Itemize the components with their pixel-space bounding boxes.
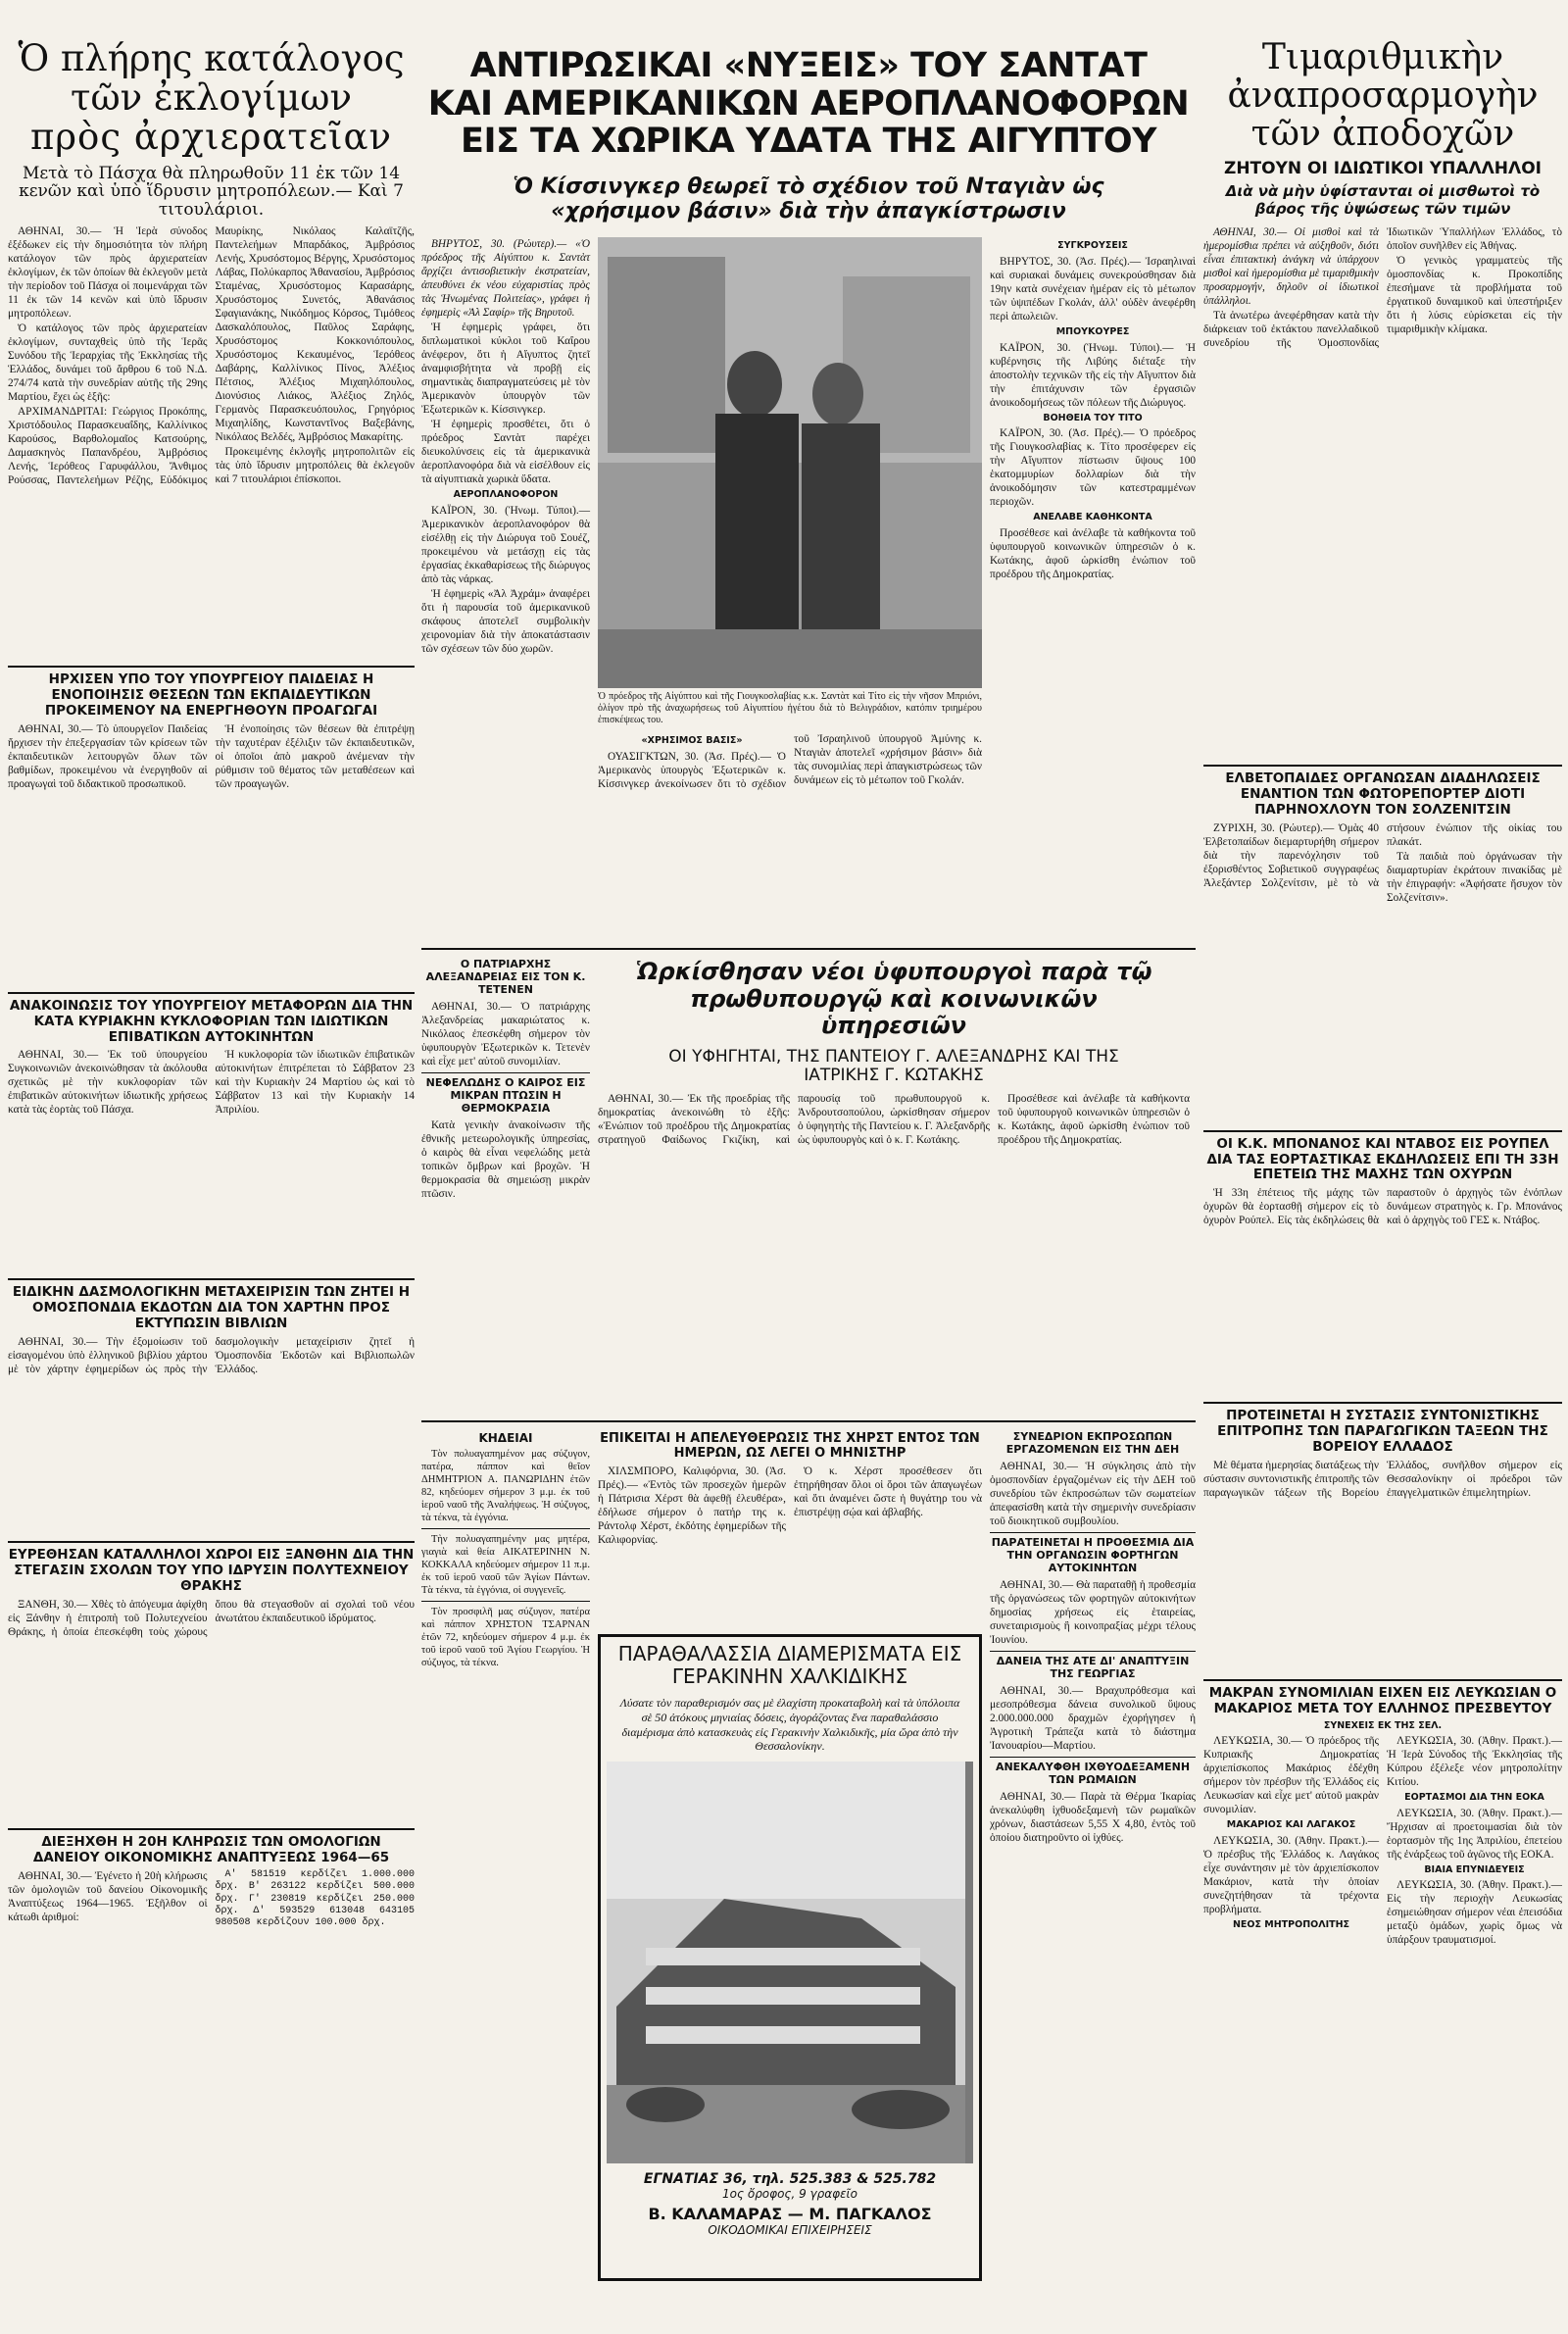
paragraph: ΑΘΗΝΑΙ, 30.— Ὁ πατριάρχης Ἀλεξανδρείας μακαριώτατος κ. Νικόλαος ἐπεσκέφθη σήμερον τὸν ὑφυπουργὸν Ἐξωτερικῶν κ. Τετενὲν καὶ εἶχε μετ' αὐτοῦ συνομιλίαν. xyxy=(421,1001,590,1068)
article-headline: Ὡρκίσθησαν νέοι ὑφυπουργοὶ παρὰ τῷ πρωθυπουργῷ καὶ κοινωνικῶν ὑπηρεσιῶν xyxy=(635,958,1152,1040)
paragraph: ΧΙΛΣΜΠΟΡΟ, Καλιφόρνια, 30. (Ἀσ. Πρές).— «Ἐντὸς τῶν προσεχῶν ἡμερῶν ἡ Πάτρισια Χέρστ θὰ ἀφεθῇ ἐλευθέρα», ἐδήλωσε σήμερον ὁ πατήρ της κ. Ράντολφ Χέρστ, ἐκδότης ἐφημερίδων τῆς Καλιφορνίας. xyxy=(598,1465,786,1546)
section-label: ΣΥΓΚΡΟΥΣΕΙΣ xyxy=(1057,240,1128,252)
headline-line: ΑΝΤΙΡΩΣΙΚΑΙ «ΝΥΞΕΙΣ» ΤΟΥ ΣΑΝΤΑΤ xyxy=(469,46,1148,85)
article-headline: ΕΥΡΕΘΗΣΑΝ ΚΑΤΑΛΛΗΛΟΙ ΧΩΡΟΙ ΕΙΣ ΞΑΝΘΗΝ ΔΙΑ ΤΗΝ ΣΤΕΓΑΣΙΝ ΣΧΟΛΩΝ ΤΟΥ ΥΠΟ ΙΔΡΥΣΙΝ ΠΟΛΥΤΕΧΝΕΙΟΥ ΘΡΑΚΗΣ xyxy=(8,1547,415,1595)
article-body xyxy=(8,722,415,987)
subheadline-italic: Διὰ νὰ μὴν ὑφίστανται οἱ μισθωτοὶ τὸ βάρος τῆς ὑψώσεως τῶν τιμῶν xyxy=(1225,182,1541,218)
paragraph: ΑΘΗΝΑΙ, 30.— Τὴν ἐξομοίωσιν τοῦ εἰσαγομένου ὑπὸ ἑλληνικοῦ βιβλίου χάρτου μὲ τὸν χάρτην ἐφημερίδων ὡς πρὸς τὴν δασμολογικὴν μεταχείρισιν ζητεῖ ἡ Ὁμοσπονδία Ἐκδοτῶν καὶ Βιβλιοπωλῶν Ἑλλάδος. xyxy=(8,1336,415,1376)
ad-building-image xyxy=(607,1762,973,2163)
ad-floor: 1ος ὄροφος, 9 γραφεῖο xyxy=(722,2187,858,2202)
photo-image xyxy=(598,237,982,688)
main-headline xyxy=(421,47,1196,161)
article-headline: ΣΥΝΕΔΡΙΟΝ ΕΚΠΡΟΣΩΠΩΝ ΕΡΓΑΖΟΜΕΝΩΝ ΕΙΣ ΤΗΝ ΔΕΗ xyxy=(1005,1430,1180,1457)
section-label: ΝΕΟΣ ΜΗΤΡΟΠΟΛΙΤΗΣ xyxy=(1232,1918,1350,1930)
article-headline: ΑΝΕΚΑΛΥΦΘΗ ΙΧΘΥΟΔΕΞΑΜΕΝΗ ΤΩΝ ΡΩΜΑΙΩΝ xyxy=(995,1760,1191,1786)
paragraph: ΒΗΡΥΤΟΣ, 30. (Ἀσ. Πρές).— Ἰσραηλιναὶ καὶ συριακαὶ δυνάμεις συνεκρούσθησαν διὰ 19ην κατὰ συνέχειαν ἡμέραν εἰς τὸ μέτωπον τῶν ὑψιπέδων Γκολάν, ἀλλ' οὐδὲν ἀνεφέρθη περὶ ἀπωλειῶν. xyxy=(990,255,1196,323)
divider xyxy=(1203,1679,1562,1681)
article-body xyxy=(8,1869,415,2016)
article-headline: ΠΑΡΑΤΕΙΝΕΤΑΙ Η ΠΡΟΘΕΣΜΙΑ ΔΙΑ ΤΗΝ ΟΡΓΑΝΩΣΙΝ ΦΟΡΤΗΓΩΝ ΑΥΤΟΚΙΝΗΤΩΝ xyxy=(991,1536,1195,1574)
paragraph: ΑΘΗΝΑΙ, 30.— Παρὰ τὰ Θέρμα Ἰκαρίας ἀνεκαλύφθη ἰχθυοδεξαμενὴ τῶν ρωμαϊκῶν χρόνων, διαστάσεων 5,55 Χ 4,80, ἐντὸς τοῦ ὁποίου διατηροῦντο οἱ ἰχθύες. xyxy=(990,1790,1196,1844)
paragraph: Ὁ γενικὸς γραμματεὺς τῆς ὁμοσπονδίας κ. Προκοπίδης ἐπεσήμανε τὰ προβλήματα τοῦ ἐργατικοῦ δυναμικοῦ καὶ ὑπεστήριξεν ὅτι ἡ λύσις εὑρίσκεται εἰς τὴν τιμαριθμικὴν κλίμακα. xyxy=(1387,254,1562,335)
divider xyxy=(8,1828,415,1830)
paragraph: ΑΘΗΝΑΙ, 30.— Ἡ σύγκλησις ἀπὸ τὴν ὁμοσπονδίαν ἐργαζομένων εἰς τὴν ΔΕΗ τοῦ συνεδρίου τῶν ἐκπροσώπων τῶν σωματείων ἀπεφασίσθη κατὰ τὴν σημερινὴν συνεδρίασιν τοῦ διοικητικοῦ συμβουλίου. xyxy=(990,1461,1196,1528)
divider xyxy=(1203,1130,1562,1132)
paragraph: ΑΘΗΝΑΙ, 30.— Ἐκ τῆς προεδρίας τῆς δημοκρατίας ἀνεκοινώθη τὸ ἑξῆς: «Ἐνώπιον τοῦ προέδρου τῆς Δημοκρατίας στρατηγοῦ Φαίδωνος Γκιζίκη, καὶ παρουσίᾳ τοῦ πρωθυπουργοῦ κ. Ἀνδρουτσοπούλου, ὡρκίσθησαν σήμερον ὁ ὑφηγητὴς τῆς Παντείου κ. Γ. Ἀλεξανδρῆς ὡς ὑφυπουργὸς καὶ ὁ κ. Γ. Κωτάκης. xyxy=(598,1093,990,1147)
paragraph: ΛΕΥΚΩΣΙΑ, 30. (Ἀθην. Πρακτ.).— Εἰς τὴν περιοχὴν Λευκωσίας ἐσημειώθησαν σήμερον νέαι ἐπεισόδια μεταξὺ ὁμάδων, χωρὶς ὅμως νὰ ὑπάρξουν τραυματισμοί. xyxy=(1387,1879,1562,1947)
paragraph: ΑΘΗΝΑΙ, 30.— Ἐκ τοῦ ὑπουργείου Συγκοινωνιῶν ἀνεκοινώθησαν τὰ ἀκόλουθα σχετικῶς μὲ τὴν κυκλοφορίαν τῶν ἐπιβατικῶν αὐτοκινήτων ἰδιωτικῆς χρήσεως κατὰ τὰς ἑορτὰς τοῦ Πάσχα. xyxy=(8,1049,208,1117)
paragraph: Τὰ ἀνωτέρω ἀνεφέρθησαν κατὰ τὴν διάρκειαν τοῦ ἐκτάκτου πανελλαδικοῦ συνεδρίου τῆς Ὁμοσπονδίας Ἰδιωτικῶν Ὑπαλλήλων Ἑλλάδος, τὸ ὁποῖον συνῆλθεν εἰς Ἀθήνας. xyxy=(1203,225,1562,349)
subheadline: Μετὰ τὸ Πάσχα θὰ πληρωθοῦν 11 ἐκ τῶν 14 κενῶν καὶ ὑπὸ ἵδρυσιν μητροπόλεων.— Καὶ 7 τιτουλάριοι. xyxy=(19,163,404,220)
paragraph: ΚΑΪΡΟΝ, 30. (Ἡνωμ. Τύποι).— Ἀμερικανικὸν ἀεροπλανοφόρον θὰ εἰσέλθῃ εἰς τὴν Διώρυγα τοῦ Σουέζ, προκειμένου νὰ μετάσχῃ εἰς τὰς ἐργασίας ἐκκαθαρίσεως τῆς διώρυγος ἀπὸ τὰς νάρκας. xyxy=(421,504,590,585)
paragraph: Α' 581519 κερδίζει 1.000.000 δρχ. Β' 263122 κερδίζει 500.000 δρχ. Γ' 230819 κερδίζει 250.000 δρχ. Δ' 593529 613048 643105 980508 κερδίζουν 100.000 δρχ. xyxy=(215,1868,415,1929)
article-body xyxy=(598,1092,1190,1148)
article-body xyxy=(990,1578,1196,1647)
article-body xyxy=(1203,225,1562,760)
photo-caption: Ὁ πρόεδρος τῆς Αἰγύπτου καὶ τῆς Γιουγκοσλαβίας κ.κ. Σαντὰτ καὶ Τίτο εἰς τὴν νῆσον Μπριόνι, ὀλίγον πρὸ τῆς ἀναχωρήσεως τοῦ Αἰγυπτίου ἡγέτου διὰ τὸ Βελιγράδιον, κατόπιν τριημέρου ἐπισκέψεως του. xyxy=(598,691,982,726)
divider xyxy=(990,1532,1196,1533)
headline-line: τῶν ἀποδοχῶν xyxy=(1250,113,1515,154)
paragraph: Κατὰ γενικὴν ἀνακοίνωσιν τῆς ἐθνικῆς μετεωρολογικῆς ὑπηρεσίας, ὁ καιρὸς θὰ εἶναι νεφελώδης μετὰ τοπικῶν ὄμβρων καὶ βροχῶν. Ἡ θερμοκρασία θὰ σημειώσῃ μικρὰν πτῶσιν. xyxy=(421,1118,590,1200)
paragraph: Ὁ κ. Χέρστ προσέθεσεν ὅτι ἐτηρήθησαν ὅλοι οἱ ὅροι τῶν ἀπαγωγέων καὶ ὅτι ἀναμένει ὥστε ἡ θυγάτηρ του νὰ ἐπιστρέψῃ σῴα καὶ ἀβλαβής. xyxy=(794,1465,982,1518)
right-column xyxy=(1203,0,1562,2328)
article-body xyxy=(990,1460,1196,1528)
divider xyxy=(421,948,1196,950)
divider xyxy=(1203,765,1562,767)
section-label: ΕΟΡΤΑΣΜΟΙ ΔΙΑ ΤΗΝ ΕΟΚΑ xyxy=(1404,1791,1544,1803)
bottom-block xyxy=(421,1427,1196,2290)
paragraph: ΚΑΪΡΟΝ, 30. (Ἡνωμ. Τύποι).— Ἡ κυβέρνησις τῆς Λιβύης διέταξε τὴν ἀποστολὴν τεχνικῶν τῆς εἰς τὴν Αἴγυπτον διὰ τὴν ἐπιτάχυνσιν τῶν ἐργασιῶν ἀνοικοδομήσεως τῶν πόλεων τῆς Διώρυγος. xyxy=(990,341,1196,409)
paragraph: ΛΕΥΚΩΣΙΑ, 30.— Ὁ πρόεδρος τῆς Κυπριακῆς Δημοκρατίας ἀρχιεπίσκοπος Μακάριος ἐδέχθη σήμερον τὸν πρέσβυν τῆς Ἑλλάδος εἰς Λευκωσίαν καὶ εἶχε μετ' αὐτοῦ μακρὰν συνομιλίαν. xyxy=(1203,1734,1379,1815)
article-body xyxy=(1203,1459,1562,1674)
headline-line: ΚΑΙ ΑΜΕΡΙΚΑΝΙΚΩΝ ΑΕΡΟΠΛΑΝΟΦΟΡΩΝ xyxy=(427,83,1190,124)
continuation-label: ΣΥΝΕΧΕΙΣ ΕΚ ΤΗΣ ΣΕΛ. xyxy=(1323,1719,1443,1731)
divider xyxy=(421,1072,590,1073)
article-headline: ΕΛΒΕΤΟΠΑΙΔΕΣ ΟΡΓΑΝΩΣΑΝ ΔΙΑΔΗΛΩΣΕΙΣ ΕΝΑΝΤΙΟΝ ΤΩΝ ΦΩΤΟΡΕΠΟΡΤΕΡ ΔΙΟΤΙ ΠΑΡΗΝΟΧΛΟΥΝ ΤΟΝ ΣΟΛΖΕΝΙΤΣΙΝ xyxy=(1225,770,1541,818)
section-label: ΜΑΚΑΡΙΟΣ ΚΑΙ ΛΑΓΑΚΟΣ xyxy=(1226,1818,1356,1830)
divider xyxy=(8,1278,415,1280)
article-headline: ΜΑΚΡΑΝ ΣΥΝΟΜΙΛΙΑΝ ΕΙΧΕΝ ΕΙΣ ΛΕΥΚΩΣΙΑΝ Ο ΜΑΚΑΡΙΟΣ ΜΕΤΑ ΤΟΥ ΕΛΛΗΝΟΣ ΠΡΕΣΒΕΥΤΟΥ xyxy=(1208,1685,1557,1717)
section-label: ΜΠΟΥΚΟΥΡΕΣ xyxy=(1055,325,1130,337)
article-body xyxy=(1203,1186,1562,1397)
obituaries xyxy=(421,1427,590,2290)
article-headline: ΕΠΙΚΕΙΤΑΙ Η ΑΠΕΛΕΥΘΕΡΩΣΙΣ ΤΗΣ ΧΗΡΣΤ ΕΝΤΟΣ ΤΩΝ ΗΜΕΡΩΝ, ΩΣ ΛΕΓΕΙ Ο ΜΗΝΙΣΤΗΡ xyxy=(600,1431,980,1462)
article-headline: ΗΡΧΙΣΕΝ ΥΠΟ ΤΟΥ ΥΠΟΥΡΓΕΙΟΥ ΠΑΙΔΕΙΑΣ Η ΕΝΟΠΟΙΗΣΙΣ ΘΕΣΕΩΝ ΤΩΝ ΕΚΠΑΙΔΕΥΤΙΚΩΝ ΠΡΟΚΕΙΜΕΝΟΥ ΝΑ ΕΝΕΡΓΗΘΟΥΝ ΠΡΟΑΓΩΓΑΙ xyxy=(44,670,378,719)
headline-line: πρὸς ἀρχιερατεῖαν xyxy=(29,115,393,158)
right-mid-stack xyxy=(990,1427,1196,2290)
divider xyxy=(8,992,415,994)
article-subheadline: ΟΙ ΥΦΗΓΗΤΑΙ, ΤΗΣ ΠΑΝΤΕΙΟΥ Γ. ΑΛΕΞΑΝΔΡΗΣ ΚΑΙ ΤΗΣ ΙΑΤΡΙΚΗΣ Γ. ΚΩΤΑΚΗΣ xyxy=(668,1046,1119,1085)
paragraph: Ἡ 33η ἐπέτειος τῆς μάχης τῶν ὀχυρῶν θὰ ἑορτασθῇ σήμερον εἰς τὸ ὀχυρὸν Ρούπελ. Εἰς τὰς ἐκδηλώσεις θὰ παραστοῦν ὁ ἀρχηγὸς τῶν ἐνόπλων δυνάμεων στρατηγὸς κ. Γρ. Μπονάνος καὶ ὁ ἀρχηγὸς τοῦ ΓΕΣ κ. Ντάβος. xyxy=(1203,1187,1562,1227)
section-label: ΒΙΑΙΑ ΕΠΥΝΙΔΕΥΕΙΣ xyxy=(1424,1863,1525,1875)
divider xyxy=(8,666,415,668)
article-body xyxy=(8,224,415,661)
subheadline: ΖΗΤΟΥΝ ΟΙ ΙΔΙΩΤΙΚΟΙ ΥΠΑΛΛΗΛΟΙ xyxy=(1224,158,1542,178)
paragraph: ΖΥΡΙΧΗ, 30. (Ρώυτερ).— Ὁμὰς 40 Ἑλβετοπαίδων διεμαρτυρήθη σήμερον διὰ τὴν παρενόχλησιν τοῦ ἐξορισθέντος Σοβιετικοῦ συγγραφέως Ἀλεξάντερ Σολζενίτσιν, μὲ τὸ νὰ στήσουν ἐνώπιον τῆς οἰκίας του πλακάτ. xyxy=(1203,821,1562,889)
paragraph: Ἡ ἐνοποίησις τῶν θέσεων θὰ ἐπιτρέψῃ τὴν ταχυτέραν ἐξέλιξιν τῶν ἐκπαιδευτικῶν, οἱ ὁποῖοι ἀπὸ μακροῦ ἀνέμεναν τὴν ρύθμισιν τοῦ θέματος τῶν μεταθέσεων καὶ τῶν προαγωγῶν. xyxy=(215,722,415,790)
paragraph: ΑΡΧΙΜΑΝΔΡΙΤΑΙ: Γεώργιος Προκόπης, Χριστόδουλος Παρασκευαΐδης, Καλλίνικος Καρούσος, Βαρθολομαῖος Κατσούρης, Δαμασκηνὸς Παπανδρέου, Ἀμβρόσιος Λενής, Ἱερόθεος Γαρυφάλλου, Ἄνθιμος Ρούσσας, Παντελεήμων Ρέζης, Εὐδόκιμος Μαυρίκης, Νικόλαος Καλαϊτζῆς, Παντελεήμων Μπαρδάκος, Ἀμβρόσιος Λενής, Χρυσόστομος Βέργης, Χρυσόστομος Λάβας, Πολύκαρπος Ἀθανασίου, Ἀμβρόσιος Σταμένας, Χρυσόστομος Καρασάρης, Χρυσόστομος Συνετός, Ἀθανάσιος Σφαγιανάκης, Νικόδημος Κόρσος, Τιμόθεος Δασκαλόπουλος, Παῦλος Σαράφης, Χρυσόστομος Κοκκονιόπουλος, Χρυσόστομος Κεκαυμένος, Ἱερόθεος Δαβάρης, Καλλίνικος Πίνος, Ἀλέξιος Πέτσιος, Ἀλέξιος Μιχαηλόπουλος, Διονύσιος Λιάκος, Ἀλέξιος Ζηλός, Γερμανὸς Παρασκευόπουλος, Γρηγόριος Μιχαηλίδης, Κωνσταντῖνος Βαξεβάνης, Νικόλαος Βελδές, Ἀμβρόσιος Μακαρίτης. xyxy=(8,224,415,486)
left-column xyxy=(8,0,415,2328)
section-label: ΒΟΗΘΕΙΑ ΤΟΥ ΤΙΤΟ xyxy=(1043,412,1143,423)
paragraph: ΑΘΗΝΑΙ, 30.— Ἐγένετο ἡ 20ὴ κλήρωσις τῶν ὁμολογιῶν τοῦ δανείου Οἰκονομικῆς Ἀναπτύξεως 1964—1965. Ἐξῆλθον οἱ κάτωθι ἀριθμοί: xyxy=(8,1869,208,1923)
paragraph: ΑΘΗΝΑΙ, 30.— Θὰ παραταθῇ ἡ προθεσμία τῆς ὀργανώσεως τῶν φορτηγῶν αὐτοκινήτων δημοσίας χρήσεως εἰς ἑταιρείας, συνεταιρισμοὺς ἢ κοινοπραξίας μέχρι τέλους Ἰουνίου. xyxy=(990,1578,1196,1646)
paragraph: ΞΑΝΘΗ, 30.— Χθὲς τὸ ἀπόγευμα ἀφίχθη εἰς Ξάνθην ἡ ἐπιτροπὴ τοῦ Πολυτεχνείου Θράκης, ἡ ὁποία ἐπεσκέφθη τοὺς χώρους ὅπου θὰ στεγασθοῦν αἱ σχολαὶ τοῦ νέου ἀνωτάτου ἐκπαιδευτικοῦ ἱδρύματος. xyxy=(8,1599,415,1638)
oath-story xyxy=(598,955,1190,1415)
paragraph: Προσέθεσε καὶ ἀνέλαβε τὰ καθήκοντα τοῦ ὑφυπουργοῦ κοινωνικῶν ὑπηρεσιῶν ὁ κ. Κωτάκης, ἀφοῦ ὡρκίσθη ἐνώπιον τοῦ προέδρου τῆς Δημοκρατίας. xyxy=(990,527,1196,581)
paragraph: ΑΘΗΝΑΙ, 30.— Βραχυπρόθεσμα καὶ μεσοπρόθεσμα δάνεια συνολικοῦ ὕψους 2.000.000.000 δραχμῶν ἐχορήγησεν ἡ Ἀγροτικὴ Τράπεζα κατὰ τὸ διάστημα Ἰανουαρίου—Μαρτίου. xyxy=(990,1684,1196,1752)
article-headline: ΔΑΝΕΙΑ ΤΗΣ ΑΤΕ ΔΙ' ΑΝΑΠΤΥΞΙΝ ΤΗΣ ΓΕΩΡΓΙΑΣ xyxy=(996,1654,1190,1680)
ad-title: ΠΑΡΑΘΑΛΑΣΣΙΑ ΔΙΑΜΕΡΙΣΜΑΤΑ ΕΙΣ ΓΕΡΑΚΙΝΗΝ ΧΑΛΚΙΔΙΚΗΣ xyxy=(617,1641,962,1688)
hearst-and-ad xyxy=(598,1427,982,2290)
divider xyxy=(990,1651,1196,1652)
paragraph: ΛΕΥΚΩΣΙΑ, 30. (Ἀθην. Πρακτ.).— Ἡ Ἱερὰ Σύνοδος τῆς Ἐκκλησίας τῆς Κύπρου ἐξέλεξε νέον μητροπολίτην Κιτίου. xyxy=(1387,1734,1562,1788)
divider xyxy=(8,1541,415,1543)
ad-address: ΕΓΝΑΤΙΑΣ 36, τηλ. 525.383 & 525.782 xyxy=(643,2171,937,2188)
paragraph: Προσέθεσε καὶ ἀνέλαβε τὰ καθήκοντα τοῦ ὑφυπουργοῦ κοινωνικῶν ὑπηρεσιῶν ὁ κ. Κωτάκης, ἀφοῦ ὡρκίσθη ἐνώπιον τοῦ προέδρου τῆς Δημοκρατίας. xyxy=(998,1093,1190,1147)
article-headline: ΑΝΑΚΟΙΝΩΣΙΣ ΤΟΥ ΥΠΟΥΡΓΕΙΟΥ ΜΕΤΑΦΟΡΩΝ ΔΙΑ ΤΗΝ ΚΑΤΑ ΚΥΡΙΑΚΗΝ ΚΥΚΛΟΦΟΡΙΑΝ ΤΩΝ ΙΔΙΩΤΙΚΩΝ ΕΠΙΒΑΤΙΚΩΝ ΑΥΤΟΚΙΝΗΤΩΝ xyxy=(9,997,414,1045)
real-estate-ad xyxy=(598,1634,982,2281)
article-body xyxy=(421,1118,590,1201)
headline-line: Τιμαριθμικὴν xyxy=(1261,37,1504,77)
article-body xyxy=(990,237,1196,943)
article-body xyxy=(421,1448,590,1669)
obituaries-title: ΚΗΔΕΙΑΙ xyxy=(478,1431,533,1446)
headline-line: ΕΙΣ ΤΑ ΧΩΡΙΚΑ ΥΔΑΤΑ ΤΗΣ ΑΙΓΥΠΤΟΥ xyxy=(461,122,1156,161)
paragraph: ΑΘΗΝΑΙ, 30.— Ἡ Ἱερὰ σύνοδος ἐξέδωκεν εἰς τὴν δημοσιότητα τὸν πλήρη κατάλογον τῶν πρὸς ἀρχιερατείαν ἐκλογίμων, ἐκ τῶν ὁποίων θὰ ἐκλεγοῦν μετὰ τὴν περίοδον τοῦ Πάσχα οἱ ποιμενάρχαι τῶν 11 ἐκ τῶν 14 κενῶν καὶ ὑπὸ ἵδρυσιν μητροπόλεων. xyxy=(8,224,208,320)
middle-block xyxy=(421,955,1196,1415)
paragraph: ΛΕΥΚΩΣΙΑ, 30. (Ἀθην. Πρακτ.).— Ὁ πρέσβυς τῆς Ἑλλάδος κ. Λαγάκος εἶχε συνάντησιν μὲ τὸν ἀρχιεπίσκοπον Μακάριον, κατὰ τὴν ὁποίαν συνεζητήθησαν τὰ τρέχοντα προβλήματα. xyxy=(1203,1834,1379,1915)
divider xyxy=(421,1528,590,1529)
paragraph: Ἡ ἐφημερὶς «Ἀλ Ἀχράμ» ἀναφέρει ὅτι ἡ παρουσία τοῦ ἀμερικανικοῦ σκάφους ἀποτελεῖ συμβολικὴν χειρονομίαν διὰ τὴν ἀποκατάστασιν τῶν σχέσεων τῶν δύο χωρῶν. xyxy=(421,587,590,655)
paragraph: Μὲ θέματα ἡμερησίας διατάξεως τὴν σύστασιν συντονιστικῆς ἐπιτροπῆς τῶν παραγωγικῶν τάξεων τῆς Βορείου Ἑλλάδος, συνῆλθον σήμερον εἰς Θεσσαλονίκην οἱ πρόεδροι τῶν ἐπαγγελματικῶν ἐπιμελητηρίων. xyxy=(1203,1460,1562,1500)
article-headline: ΔΙΕΞΗΧΘΗ Η 20Η ΚΛΗΡΩΣΙΣ ΤΩΝ ΟΜΟΛΟΓΙΩΝ ΔΑΝΕΙΟΥ ΟΙΚΟΝΟΜΙΚΗΣ ΑΝΑΠΤΥΞΕΩΣ 1964—65 xyxy=(32,1834,390,1865)
article-body xyxy=(421,237,590,943)
left-mid-stack xyxy=(421,955,590,1415)
paragraph: ΚΑΪΡΟΝ, 30. (Ἀσ. Πρές).— Ὁ πρόεδρος τῆς Γιουγκοσλαβίας κ. Τίτο προσέφερεν εἰς τὴν Αἴγυπτον πίστωσιν ὕψους 100 ἑκατομμυρίων δολλαρίων διὰ τὴν ἀνοικοδόμησιν τῶν κατεστραμμένων περιοχῶν. xyxy=(990,427,1196,509)
section-label: ΑΕΡΟΠΛΑΝΟΦΟΡΟΝ xyxy=(453,489,559,501)
paragraph: Ἡ ἐφημερὶς προσθέτει, ὅτι ὁ πρόεδρος Σαντὰτ παρέχει διευκολύνσεις εἰς τὰ ἀμερικανικὰ ἀεροπλανοφόρα διὰ νὰ εἰσέλθουν εἰς τὰ αἰγυπτιακὰ χωρικὰ ὕδατα. xyxy=(421,419,590,486)
headline-catalog xyxy=(8,39,415,157)
divider xyxy=(421,1420,1196,1422)
article-body xyxy=(1203,1734,1562,2224)
ad-text: Λύσατε τὸν παραθερισμόν σας μὲ ἐλαχίστη προκαταβολὴ καὶ τὰ ὑπόλοιπα σὲ 50 ἀτόκους μηνιαίας δόσεις, ἀγοράζοντας ἕνα παραθαλάσσιο διαμέρισμα ἀπὸ κατασκευὰς εἰς Γερακινὴν Χαλκιδικῆς, μία ὥρα ἀπὸ τὴν Θεσσαλονίκην. xyxy=(619,1695,960,1754)
headline-line: Ὁ πλήρης κατάλογος xyxy=(18,37,405,79)
article-headline: Ο ΠΑΤΡΙΑΡΧΗΣ ΑΛΕΞΑΝΔΡΕΙΑΣ ΕΙΣ ΤΟΝ Κ. ΤΕΤΕΝΕΝ xyxy=(425,958,586,997)
headline-wages xyxy=(1203,39,1562,154)
obituary: Τὸν προσφιλῆ μας σύζυγον, πατέρα καὶ πάππον ΧΡΗΣΤΟΝ ΤΣΑΡΝΑΝ ἐτῶν 72, κηδεύομεν σήμερον 4 μ.μ. ἐκ τοῦ ἱεροῦ ναοῦ τοῦ Ἁγίου Γεωργίου. Ἡ σύζυγος, τὰ τέκνα. xyxy=(421,1607,590,1669)
paragraph: Ὁ κατάλογος τῶν πρὸς ἀρχιερατείαν ἐκλογίμων, συνταχθεὶς ὑπὸ τῆς Ἱερᾶς Συνόδου τῆς Ἱεραρχίας τῆς Ἐκκλησίας τῆς Ἑλλάδος, δυνάμει τοῦ ἄρθρου 6 τοῦ Ν.Δ. 274/74 κατὰ τὴν συνεδρίαν αὐτῆς τῆς 29ης Μαρτίου, ἔχει ὡς ἑξῆς: xyxy=(8,322,208,403)
article-body xyxy=(598,732,982,791)
article-headline: ΠΡΟΤΕΙΝΕΤΑΙ Η ΣΥΣΤΑΣΙΣ ΣΥΝΤΟΝΙΣΤΙΚΗΣ ΕΠΙΤΡΟΠΗΣ ΤΩΝ ΠΑΡΑΓΩΓΙΚΩΝ ΤΑΞΕΩΝ ΤΗΣ ΒΟΡΕΙΟΥ ΕΛΛΑΔΟΣ xyxy=(1217,1408,1548,1456)
ad-company: Β. ΚΑΛΑΜΑΡΑΣ — Μ. ΠΑΓΚΑΛΟΣ xyxy=(648,2205,932,2224)
sadat-tito-photo xyxy=(598,237,982,688)
paragraph: ΑΘΗΝΑΙ, 30.— Οἱ μισθοὶ καὶ τὰ ἡμερομίσθια πρέπει νὰ αὐξηθοῦν, διότι εἶναι ἐπιτακτικὴ ἀνάγκη νὰ ὑπάρχουν μισθοὶ καὶ ἡμερομίσθια μὲ τιμαριθμικὴν προσαρμογήν, δηλοῦν οἱ ἰδιωτικοὶ ὑπάλληλοι. xyxy=(1203,225,1379,307)
paragraph: Ἡ ἐφημερὶς γράφει, ὅτι διπλωματικοὶ κύκλοι τοῦ Καΐρου ἀνέφερον, ὅτι ἡ Αἴγυπτος ζητεῖ ἀναμφισβήτητα νὰ προβῇ εἰς σημαντικὰς διαπραγματεύσεις μὲ τὸν Ἀμερικανὸν ὑπουργὸν τῶν Ἐξωτερικῶν κ. Κίσσινγκερ. xyxy=(421,322,590,417)
paragraph: ΒΗΡΥΤΟΣ, 30. (Ρώυτερ).— «Ὁ πρόεδρος τῆς Αἰγύπτου κ. Σαντὰτ ἄρχίζει ἀντισοβιετικὴν ἐκστρατείαν, ἀπευθύνει ἐκ νέου εὐχαριστίας πρὸς τὰς Ἡνωμένας Πολιτείας», γράφει ἡ ἐφημερὶς «Ἀλ Σαφίρ» τῆς Βηρυτοῦ. xyxy=(421,238,590,320)
article-body xyxy=(421,1000,590,1068)
building-illustration xyxy=(607,1762,965,2163)
article-body xyxy=(990,1684,1196,1753)
article-body xyxy=(8,1048,415,1273)
article-headline: ΟΙ Κ.Κ. ΜΠΟΝΑΝΟΣ ΚΑΙ ΝΤΑΒΟΣ ΕΙΣ ΡΟΥΠΕΛ ΔΙΑ ΤΑΣ ΕΟΡΤΑΣΤΙΚΑΣ ΕΚΔΗΛΩΣΕΙΣ ΕΠΙ ΤΗ 33Η ΕΠΕΤΕΙΩ ΤΗΣ ΜΑΧΗΣ ΤΩΝ ΟΧΥΡΩΝ xyxy=(1206,1135,1559,1183)
article-headline: ΝΕΦΕΛΩΔΗΣ Ο ΚΑΙΡΟΣ ΕΙΣ ΜΙΚΡΑΝ ΠΤΩΣΙΝ Η ΘΕΡΜΟΚΡΑΣΙΑ xyxy=(425,1076,586,1115)
headline-line: τῶν ἐκλογίμων xyxy=(71,75,352,119)
article-body xyxy=(1203,821,1562,1125)
main-subheadline: Ὁ Κίσσινγκερ θεωρεῖ τὸ σχέδιον τοῦ Νταγιὰν ὡς «χρήσιμον βάσιν» διὰ τὴν ἀπαγκίστρωσιν xyxy=(513,174,1104,223)
section-label: ΑΝΕΛΑΒΕ ΚΑΘΗΚΟΝΤΑ xyxy=(1033,512,1152,523)
top-story-block xyxy=(421,237,1196,943)
photo-block xyxy=(598,237,982,943)
ad-company-sub: ΟΙΚΟΔΟΜΙΚΑΙ ΕΠΙΧΕΙΡΗΣΕΙΣ xyxy=(708,2223,872,2238)
center-column xyxy=(421,0,1196,2328)
article-body xyxy=(8,1335,415,1536)
obituary: Τὸν πολυαγαπημένον μας σύζυγον, πατέρα, πάππον καὶ θεῖον ΔΗΜΗΤΡΙΟΝ Α. ΠΑΝΩΡΙΔΗΝ ἐτῶν 82, κηδεύομεν σήμερον 3 μ.μ. ἐκ τοῦ ἱεροῦ ναοῦ τῆς Ἀναλήψεως. Ἡ σύζυγος, τὰ τέκνα, τὰ ἐγγόνια. xyxy=(421,1449,590,1524)
paragraph: Τὰ παιδιὰ ποὺ ὀργάνωσαν τὴν διαμαρτυρίαν ἐκράτουν πινακίδας μὲ τὴν ἐπιγραφήν: «Ἀφήσατε ἥσυχον τὸν Σολζενίτσιν». xyxy=(1387,850,1562,904)
article-body xyxy=(8,1598,415,1823)
obituary: Τὴν πολυαγαπημένην μας μητέρα, γιαγιὰ καὶ θεία ΑΙΚΑΤΕΡΙΝΗΝ Ν. ΚΟΚΚΑΛΑ κηδεύομεν σήμερον 11 π.μ. ἐκ τοῦ ἱεροῦ ναοῦ τῶν Ἁγίων Πάντων. Τὰ τέκνα, τὰ ἐγγόνια, οἱ συγγενεῖς. xyxy=(421,1534,590,1597)
headline-line: ἀναπροσαρμογὴν xyxy=(1227,74,1539,116)
article-body xyxy=(598,1465,982,1626)
paragraph: ΟΥΑΣΙΓΚΤΩΝ, 30. (Ἀσ. Πρές).— Ὁ Ἀμερικανὸς ὑπουργὸς Ἐξωτερικῶν κ. Κίσσινγκερ ἀνεκοίνωσεν ὅτι τὸ σχέδιον τοῦ Ἰσραηλινοῦ ὑπουργοῦ Ἀμύνης κ. Νταγιὰν ἀποτελεῖ «χρήσιμον βάσιν» διὰ τὰς συνομιλίας περὶ ἀπαγκιστρώσεως τῶν δυνάμεων εἰς τὸ μέτωπον τοῦ Γκολάν. xyxy=(598,733,982,790)
paragraph: ΑΘΗΝΑΙ, 30.— Τὸ ὑπουργεῖον Παιδείας ἤρχισεν τὴν ἐπεξεργασίαν τῶν κρίσεων τῶν ἐκπαιδευτικῶν λειτουργῶν ὅλων τῶν βαθμίδων, προκειμένου νὰ ἐνεργηθοῦν αἱ προαγωγαὶ τοῦ διδακτικοῦ προσωπικοῦ. xyxy=(8,722,208,790)
section-label: «ΧΡΗΣΙΜΟΣ ΒΑΣΙΣ» xyxy=(641,735,743,747)
divider xyxy=(990,1757,1196,1758)
divider xyxy=(1203,1402,1562,1404)
article-body xyxy=(990,1790,1196,1845)
paragraph: Ἡ κυκλοφορία τῶν ἰδιωτικῶν ἐπιβατικῶν αὐτοκινήτων ἐπιτρέπεται τὸ Σάββατον 23 καὶ τὴν Κυριακὴν 24 Μαρτίου ὡς καὶ τὸ Σάββατον 13 καὶ τὴν Κυριακὴν 14 Ἀπριλίου. xyxy=(215,1049,415,1117)
divider xyxy=(421,1601,590,1602)
paragraph: Προκειμένης ἐκλογῆς μητροπολιτῶν εἰς τὰς ὑπὸ ἵδρυσιν μητροπόλεις θὰ ἐκλεγοῦν καὶ 7 τιτουλάριοι ἐπίσκοποι. xyxy=(215,445,415,485)
article-headline: ΕΙΔΙΚΗΝ ΔΑΣΜΟΛΟΓΙΚΗΝ ΜΕΤΑΧΕΙΡΙΣΙΝ ΤΩΝ ΖΗΤΕΙ Η ΟΜΟΣΠΟΝΔΙΑ ΕΚΔΟΤΩΝ ΔΙΑ ΤΟΝ ΧΑΡΤΗΝ ΠΡΟΣ ΕΚΤΥΠΩΣΙΝ ΒΙΒΛΙΩΝ xyxy=(12,1284,411,1332)
paragraph: ΛΕΥΚΩΣΙΑ, 30. (Ἀθην. Πρακτ.).— Ἤρχισαν αἱ προετοιμασίαι διὰ τὸν ἑορτασμὸν τῆς 1ης Ἀπριλίου, ἐπετείου τῆς ἐνάρξεως τοῦ ἀγῶνος τῆς ΕΟΚΑ. xyxy=(1387,1807,1562,1861)
